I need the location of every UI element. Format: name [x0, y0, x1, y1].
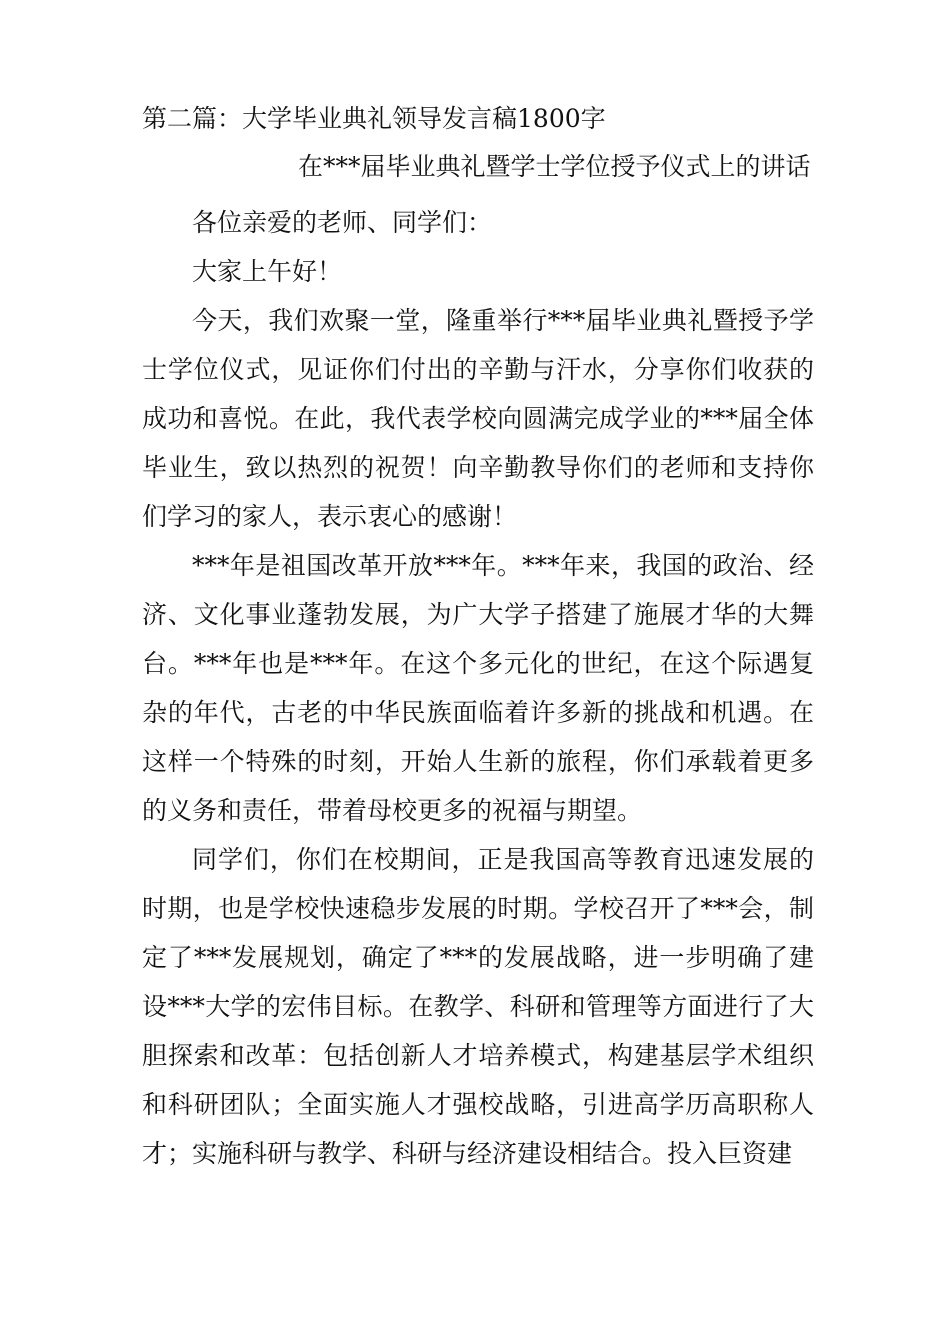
speech-title: 在***届毕业典礼暨学士学位授予仪式上的讲话	[298, 152, 811, 181]
paragraph: 同学们，你们在校期间，正是我国高等教育迅速发展的时期，也是学校快速稳步发展的时期。学校召开了***会，制定了***发展规划，确定了***的发展战略，进一步明确了建设***大学的宏伟目标。在教学、科研和管理等方面进行了大胆探索和改革：包括创新人才培养模式，构建基层学术组织和科研团队；全面实施人才强校战略，引进高学历高职称人才；实施科研与教学、科研与经济建设相结合。投入巨资建	[142, 845, 814, 1168]
greeting: 大家上午好！	[192, 257, 343, 286]
document-heading: 第二篇：大学毕业典礼领导发言稿1800字	[142, 104, 606, 133]
paragraph: 今天，我们欢聚一堂，隆重举行***届毕业典礼暨授予学士学位仪式，见证你们付出的辛勤与汗水，分享你们收获的成功和喜悦。在此，我代表学校向圆满完成学业的***届全体毕业生，致以热烈的祝贺！向辛勤教导你们的老师和支持你们学习的家人，表示衷心的感谢！	[142, 306, 814, 531]
salutation: 各位亲爱的老师、同学们：	[192, 208, 493, 237]
paragraph: ***年是祖国改革开放***年。***年来，我国的政治、经济、文化事业蓬勃发展，为广大学子搭建了施展才华的大舞台。***年也是***年。在这个多元化的世纪，在这个际遇复杂的年代，古老的中华民族面临着许多新的挑战和机遇。在这样一个特殊的时刻，开始人生新的旅程，你们承载着更多的义务和责任，带着母校更多的祝福与期望。	[142, 551, 814, 825]
speech-body	[142, 198, 814, 1178]
